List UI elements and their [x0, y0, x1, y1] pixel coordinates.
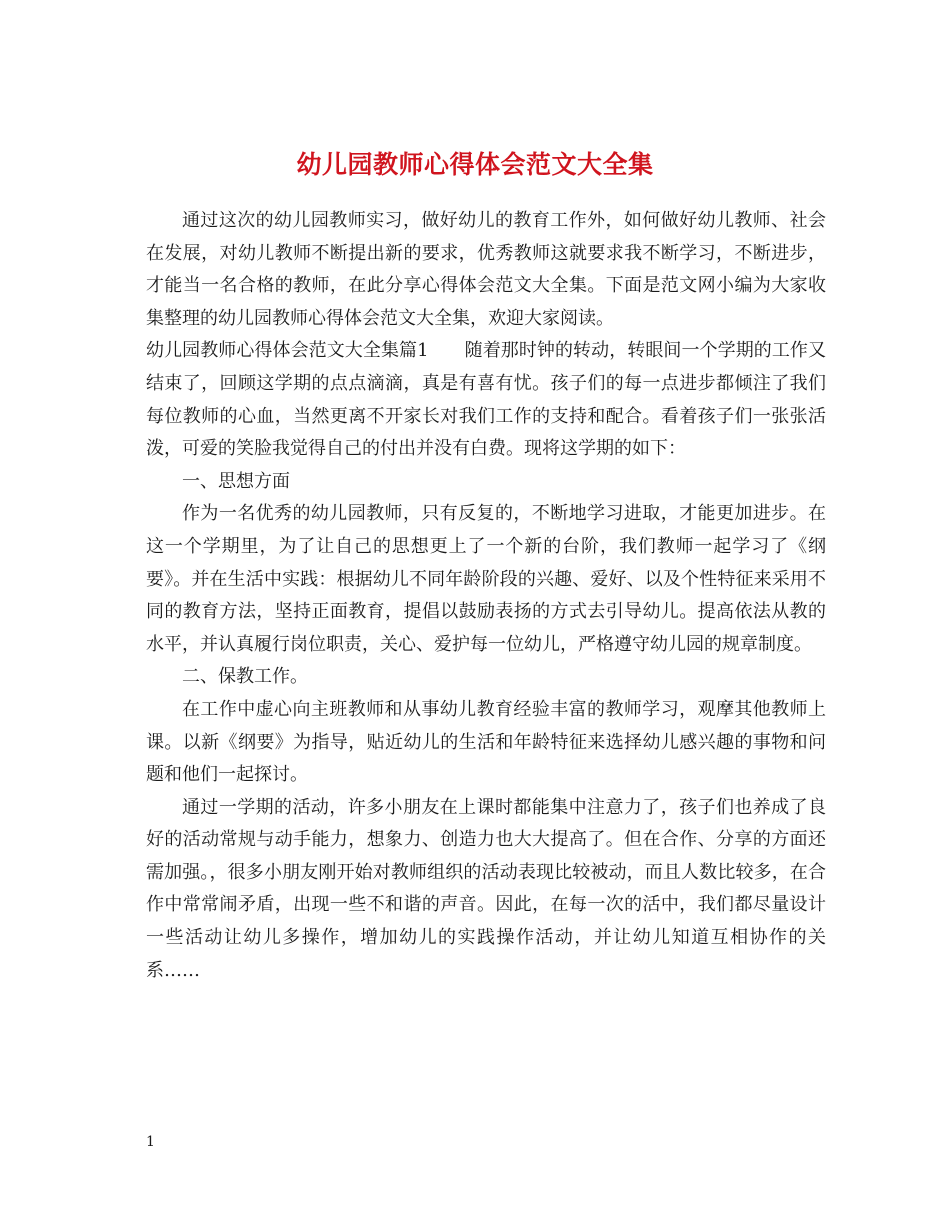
section-heading-care-education: 二、保教工作。 — [182, 666, 308, 688]
intro-paragraph: 通过这次的幼儿园教师实习，做好幼儿的教育工作外，如何做好幼儿教师、社会在发展，对幼儿教师不断提出新的要求，优秀教师这就要求我不断学习，不断进步，才能当一名合格的教师，在此分享心得体会范文大全集。下面是范文网小编为大家收集整理的幼儿园教师心得体会范文大全集，欢迎大家阅读。 — [146, 210, 826, 329]
section-paragraph-care-education-1: 在工作中虚心向主班教师和从事幼儿教育经验丰富的教师学习，观摩其他教师上课。以新《纲要》为指导，贴近幼儿的生活和年龄特征来选择幼儿感兴趣的事物和问题和他们一起探讨。 — [146, 698, 826, 786]
section-heading-thoughts: 一、思想方面 — [182, 470, 290, 492]
article-first-paragraph — [146, 335, 826, 465]
document-body — [146, 205, 826, 987]
section-paragraph-thoughts: 作为一名优秀的幼儿园教师，只有反复的，不断地学习进取，才能更加进步。在这一个学期里，为了让自己的思想更上了一个新的台阶，我们教师一起学习了《纲要》。并在生活中实践：根据幼儿不同年龄阶段的兴趣、爱好、以及个性特征来采用不同的教育方法，坚持正面教育，提倡以鼓励表扬的方式去引导幼儿。提高依法从教的水平，并认真履行岗位职责，关心、爱护每一位幼儿，严格遵守幼儿园的规章制度。 — [146, 503, 826, 655]
page-number: 1 — [146, 1134, 155, 1150]
article-opening: 随着那时钟的转动，转眼间一个学期的工作又结束了，回顾这学期的点点滴滴，真是有喜有忧。孩子们的每一点进步都倾注了我们每位教师的心血，当然更离不开家长对我们工作的支持和配合。看着孩子们一张张活泼，可爱的笑脸我觉得自己的付出并没有白费。现将这学期的如下： — [146, 340, 827, 460]
document-title: 幼儿园教师心得体会范文大全集 — [296, 149, 654, 179]
section-paragraph-care-education-2: 通过一学期的活动，许多小朋友在上课时都能集中注意力了，孩子们也养成了良好的活动常规与动手能力，想象力、创造力也大大提高了。但在合作、分享的方面还需加强。，很多小朋友刚开始对教师组织的活动表现比较被动，而且人数比较多，在合作中常常闹矛盾，出现一些不和谐的声音。因此，在每一次的活中，我们都尽量设计一些活动让幼儿多操作，增加幼儿的实践操作活动，并让幼儿知道互相协作的关系…… — [146, 796, 826, 981]
article-heading: 幼儿园教师心得体会范文大全集篇1 — [146, 340, 429, 362]
